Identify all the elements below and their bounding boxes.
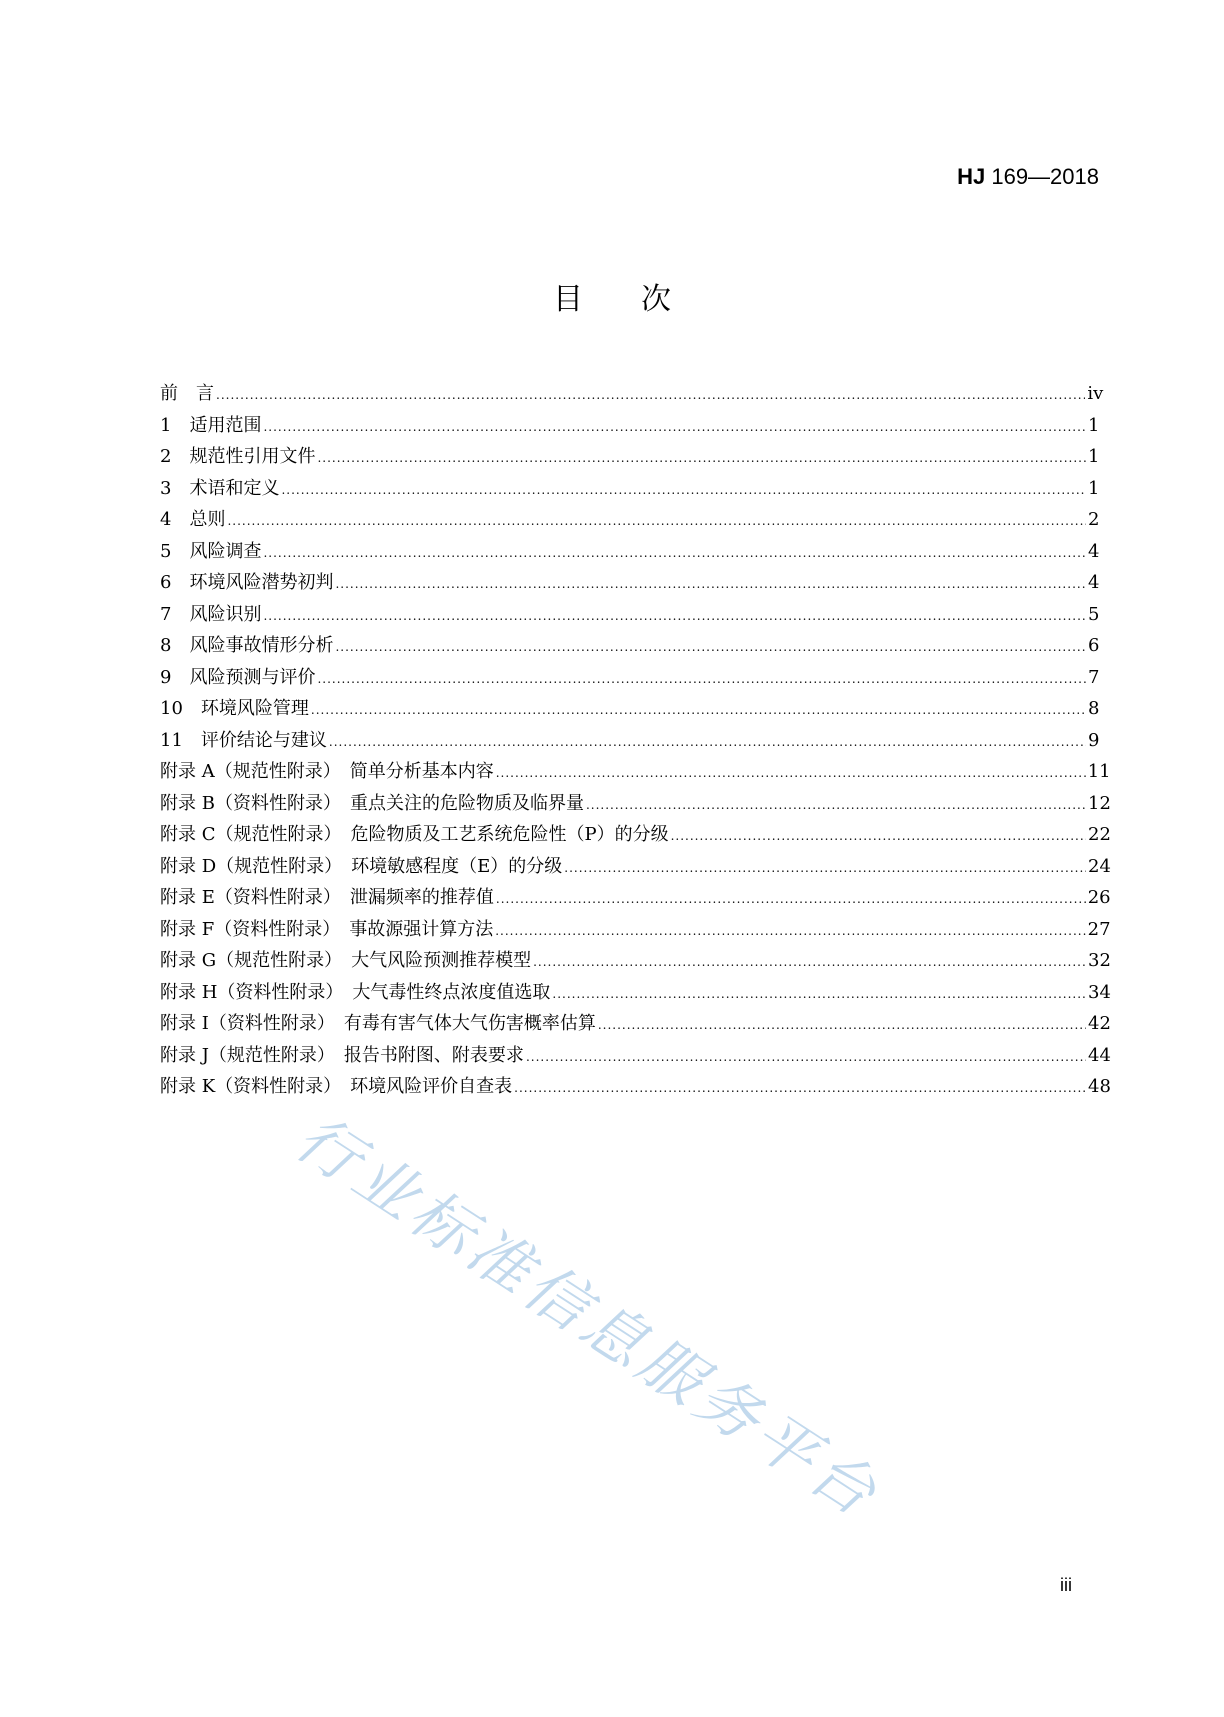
toc-entry-label: 附录 J（规范性附录） 报告书附图、附表要求 xyxy=(160,1044,524,1066)
toc-entry[interactable] xyxy=(160,599,1098,631)
toc-entry-page: 48 xyxy=(1088,1076,1111,1097)
standard-code-prefix: HJ xyxy=(957,164,986,189)
toc-entry-page: 11 xyxy=(1087,761,1111,782)
toc-entry[interactable] xyxy=(160,410,1098,442)
toc-entry[interactable] xyxy=(160,725,1098,757)
toc-entry-page: 1 xyxy=(1088,414,1100,436)
toc-entry-page: 27 xyxy=(1087,918,1111,940)
toc-entry-label: 2 规范性引用文件 xyxy=(160,446,316,467)
toc-entry-label: 6 环境风险潜势初判 xyxy=(160,572,334,593)
toc-entry[interactable] xyxy=(160,819,1111,851)
watermark: 行业标准信息服务平台 xyxy=(283,1100,894,1533)
toc-entry-page: 22 xyxy=(1088,824,1111,845)
toc-entry-label: 5 风险调查 xyxy=(160,540,262,562)
toc-entry[interactable] xyxy=(160,693,1098,725)
toc-entry-page: 34 xyxy=(1088,981,1111,1003)
toc-leader-dots xyxy=(586,790,1086,822)
toc-entry-page: 26 xyxy=(1087,887,1111,908)
toc-entry-label: 9 风险预测与评价 xyxy=(160,666,316,688)
toc-leader-dots xyxy=(526,1042,1086,1074)
toc-entry-label: 附录 F（资料性附录） 事故源强计算方法 xyxy=(160,918,494,940)
toc-entry-page: 2 xyxy=(1088,509,1100,530)
toc-entry[interactable] xyxy=(160,536,1098,568)
toc-entry[interactable] xyxy=(160,1040,1111,1072)
toc-entry-page: 4 xyxy=(1088,572,1100,593)
toc-entry[interactable] xyxy=(160,1008,1111,1040)
toc-leader-dots xyxy=(216,380,1085,412)
toc-entry-page: 24 xyxy=(1088,855,1111,877)
toc-leader-dots xyxy=(263,412,1086,444)
toc-entry-page: 42 xyxy=(1088,1013,1111,1034)
toc-entry-page: 9 xyxy=(1088,729,1100,751)
toc-leader-dots xyxy=(263,538,1086,570)
toc-leader-dots xyxy=(598,1010,1086,1042)
toc-leader-dots xyxy=(263,601,1086,633)
toc-entry[interactable] xyxy=(160,441,1098,473)
toc-leader-dots xyxy=(533,947,1086,979)
toc-entry-label: 附录 E（资料性附录） 泄漏频率的推荐值 xyxy=(160,887,494,908)
page-number: iii xyxy=(1060,1575,1072,1595)
toc-entry[interactable] xyxy=(160,914,1111,946)
toc-entry[interactable] xyxy=(160,945,1111,977)
toc-entry[interactable] xyxy=(160,473,1098,505)
toc-entry-label: 4 总则 xyxy=(160,509,226,530)
toc-leader-dots xyxy=(552,979,1086,1011)
toc-entry-page: 44 xyxy=(1088,1044,1111,1066)
toc-entry-label: 附录 C（规范性附录） 危险物质及工艺系统危险性（P）的分级 xyxy=(160,824,669,845)
toc-entry-label: 3 术语和定义 xyxy=(160,477,280,499)
toc-leader-dots xyxy=(281,475,1086,507)
page-title: 目次 xyxy=(553,282,729,317)
toc-entry-label: 附录 A（规范性附录） 简单分析基本内容 xyxy=(160,761,494,782)
toc-leader-dots xyxy=(671,821,1086,853)
toc-leader-dots xyxy=(335,632,1086,664)
toc-entry[interactable] xyxy=(160,662,1098,694)
toc-entry[interactable] xyxy=(160,504,1098,536)
toc-entry-label: 附录 H（资料性附录） 大气毒性终点浓度值选取 xyxy=(160,981,551,1003)
toc-entry-label: 附录 B（资料性附录） 重点关注的危险物质及临界量 xyxy=(160,792,584,814)
toc-entry-label: 1 适用范围 xyxy=(160,414,262,436)
toc-leader-dots xyxy=(564,853,1086,885)
toc-entry-page: 4 xyxy=(1088,540,1100,562)
toc-entry-page: 1 xyxy=(1088,446,1100,467)
toc-entry-label: 8 风险事故情形分析 xyxy=(160,635,334,656)
toc-leader-dots xyxy=(227,506,1086,538)
toc-entry-label: 前 言 xyxy=(160,383,214,404)
toc-leader-dots xyxy=(495,916,1085,948)
toc-entry[interactable] xyxy=(160,1071,1111,1103)
toc-leader-dots xyxy=(311,695,1086,727)
toc-leader-dots xyxy=(317,443,1086,475)
toc-entry-label: 附录 G（规范性附录） 大气风险预测推荐模型 xyxy=(160,950,532,971)
toc-entry[interactable] xyxy=(160,630,1098,662)
toc-entry-label: 10 环境风险管理 xyxy=(160,698,309,719)
toc-entry-page: 7 xyxy=(1088,666,1100,688)
toc-entry[interactable] xyxy=(160,851,1111,883)
toc-entry-label: 附录 K（资料性附录） 环境风险评价自查表 xyxy=(160,1076,513,1097)
toc-entry-label: 7 风险识别 xyxy=(160,603,262,625)
toc-entry-page: iv xyxy=(1087,383,1104,404)
toc-entry-page: 1 xyxy=(1088,477,1100,499)
toc-entry-label: 附录 I（资料性附录） 有毒有害气体大气伤害概率估算 xyxy=(160,1013,596,1034)
toc-leader-dots xyxy=(496,884,1086,916)
toc-leader-dots xyxy=(317,664,1086,696)
toc-entry[interactable] xyxy=(160,788,1111,820)
toc-leader-dots xyxy=(514,1073,1086,1105)
toc-leader-dots xyxy=(335,569,1086,601)
toc-entry-page: 12 xyxy=(1088,792,1111,814)
toc-entry[interactable] xyxy=(160,882,1111,914)
toc-entry[interactable] xyxy=(160,756,1111,788)
toc-entry-page: 5 xyxy=(1088,603,1100,625)
toc-entry-label: 附录 D（规范性附录） 环境敏感程度（E）的分级 xyxy=(160,855,563,877)
table-of-contents xyxy=(160,378,1111,1103)
standard-code xyxy=(957,164,1099,190)
toc-entry[interactable] xyxy=(160,567,1098,599)
toc-entry-page: 32 xyxy=(1088,950,1111,971)
toc-entry[interactable] xyxy=(160,378,1104,410)
toc-entry-page: 6 xyxy=(1088,635,1100,656)
toc-entry-label: 11 评价结论与建议 xyxy=(160,729,327,751)
toc-entry[interactable] xyxy=(160,977,1111,1009)
standard-code-number: 169—2018 xyxy=(991,164,1099,189)
toc-leader-dots xyxy=(329,727,1086,759)
toc-entry-page: 8 xyxy=(1088,698,1100,719)
toc-leader-dots xyxy=(496,758,1086,790)
